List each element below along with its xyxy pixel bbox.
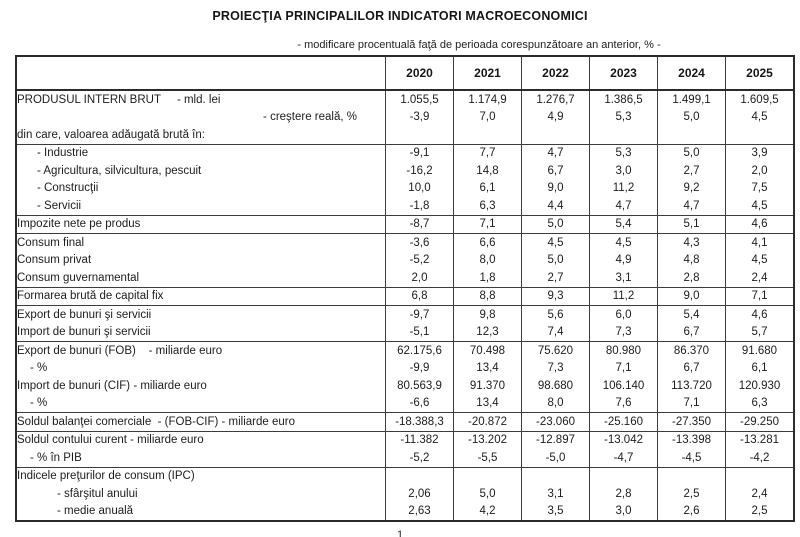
value-cell: 2,6 — [658, 503, 726, 522]
value-cell: 6,7 — [658, 324, 726, 342]
indicator-label: Formarea brută de capital fix — [16, 287, 386, 306]
value-cell: 8,0 — [454, 252, 522, 270]
value-cell: 6,3 — [454, 197, 522, 215]
value-cell: 5,0 — [522, 215, 590, 234]
value-cell: 4,5 — [726, 197, 795, 215]
value-cell — [726, 467, 795, 485]
indicator-label: Consum guvernamental — [16, 269, 386, 287]
table-section — [16, 306, 794, 342]
table-row — [16, 449, 794, 467]
indicator-label: - Construcţii — [16, 180, 386, 198]
value-cell: 7,3 — [522, 360, 590, 378]
value-cell: -13.202 — [454, 431, 522, 449]
table-row — [16, 90, 794, 109]
value-cell: 2,7 — [522, 269, 590, 287]
value-cell: 2,8 — [658, 269, 726, 287]
value-cell: 4,6 — [726, 215, 795, 234]
value-cell: 4,7 — [590, 197, 658, 215]
year-column-header: 2023 — [590, 56, 658, 90]
value-cell — [522, 467, 590, 485]
value-cell: -5,1 — [386, 324, 454, 342]
table-row — [16, 324, 794, 342]
value-cell: 4,2 — [454, 503, 522, 522]
value-cell: 11,2 — [590, 180, 658, 198]
value-cell: 7,1 — [590, 360, 658, 378]
table-section — [16, 215, 794, 234]
value-cell: 6,1 — [454, 180, 522, 198]
value-cell: 4,9 — [522, 109, 590, 127]
value-cell: 4,5 — [590, 234, 658, 252]
value-cell: 7,4 — [522, 324, 590, 342]
value-cell: -13.042 — [590, 431, 658, 449]
value-cell: 4,5 — [726, 109, 795, 127]
value-cell: -20.872 — [454, 413, 522, 432]
table-section — [16, 234, 794, 288]
value-cell: 5,0 — [454, 485, 522, 503]
value-cell: 10,0 — [386, 180, 454, 198]
value-cell: 13,4 — [454, 395, 522, 413]
value-cell: 5,0 — [658, 144, 726, 162]
value-cell: 113.720 — [658, 377, 726, 395]
indicator-label: - medie anuală — [16, 503, 386, 522]
value-cell: 7,7 — [454, 144, 522, 162]
value-cell: 2,5 — [726, 503, 795, 522]
value-cell: 4,9 — [590, 252, 658, 270]
value-cell: 75.620 — [522, 342, 590, 360]
value-cell: 1,8 — [454, 269, 522, 287]
year-column-header: 2020 — [386, 56, 454, 90]
value-cell: 4,6 — [726, 306, 795, 324]
value-cell: 9,8 — [454, 306, 522, 324]
value-cell: 6,3 — [726, 395, 795, 413]
table-row — [16, 126, 794, 144]
indicator-label: Soldul balanţei comerciale - (FOB-CIF) - miliarde euro — [16, 413, 386, 432]
value-cell: 4,3 — [658, 234, 726, 252]
value-cell: 6,7 — [522, 162, 590, 180]
table-row — [16, 467, 794, 485]
value-cell: -3,9 — [386, 109, 454, 127]
value-cell: 70.498 — [454, 342, 522, 360]
value-cell: 5,7 — [726, 324, 795, 342]
value-cell: 1.609,5 — [726, 90, 795, 109]
table-row — [16, 395, 794, 413]
value-cell: 2,63 — [386, 503, 454, 522]
value-cell: 14,8 — [454, 162, 522, 180]
table-row — [16, 109, 794, 127]
value-cell: 62.175,6 — [386, 342, 454, 360]
value-cell: 6,0 — [590, 306, 658, 324]
value-cell: -1,8 — [386, 197, 454, 215]
value-cell — [386, 126, 454, 144]
table-row — [16, 215, 794, 234]
value-cell: -25.160 — [590, 413, 658, 432]
value-cell: 9,0 — [522, 180, 590, 198]
value-cell: 120.930 — [726, 377, 795, 395]
table-row — [16, 180, 794, 198]
value-cell: 7,1 — [726, 287, 795, 306]
table-section — [16, 342, 794, 413]
value-cell: 2,4 — [726, 485, 795, 503]
value-cell: 4,8 — [658, 252, 726, 270]
table-row — [16, 234, 794, 252]
value-cell: 1.276,7 — [522, 90, 590, 109]
table-row — [16, 431, 794, 449]
table-row — [16, 377, 794, 395]
value-cell: 98.680 — [522, 377, 590, 395]
value-cell: 80.980 — [590, 342, 658, 360]
year-column-header: 2022 — [522, 56, 590, 90]
header-row — [16, 56, 794, 90]
indicator-label: Impozite nete pe produs — [16, 215, 386, 234]
indicator-label: PRODUSUL INTERN BRUT - mld. lei — [16, 90, 386, 109]
value-cell: 5,4 — [590, 215, 658, 234]
value-cell: 9,2 — [658, 180, 726, 198]
table-section — [16, 90, 794, 144]
value-cell: 80.563,9 — [386, 377, 454, 395]
value-cell: 7,1 — [454, 215, 522, 234]
value-cell: -4,7 — [590, 449, 658, 467]
table-row — [16, 269, 794, 287]
value-cell: -8,7 — [386, 215, 454, 234]
value-cell: -9,1 — [386, 144, 454, 162]
value-cell — [590, 467, 658, 485]
indicator-label: Import de bunuri (CIF) - miliarde euro — [16, 377, 386, 395]
page-title: PROIECŢIA PRINCIPALILOR INDICATORI MACROECONOMICI — [212, 9, 588, 23]
value-cell: -12.897 — [522, 431, 590, 449]
value-cell: 5,0 — [522, 252, 590, 270]
table-header — [16, 56, 794, 90]
value-cell: 6,7 — [658, 360, 726, 378]
value-cell: 2,4 — [726, 269, 795, 287]
value-cell: -27.350 — [658, 413, 726, 432]
document-page — [0, 9, 800, 537]
table-section — [16, 144, 794, 215]
indicator-label: Export de bunuri şi servicii — [16, 306, 386, 324]
value-cell: -18.388,3 — [386, 413, 454, 432]
indicator-label: - creştere reală, % — [16, 109, 386, 127]
table-row — [16, 342, 794, 360]
indicator-label: Soldul contului curent - miliarde euro — [16, 431, 386, 449]
value-cell: 7,1 — [658, 395, 726, 413]
table-row — [16, 503, 794, 522]
value-cell: -9,9 — [386, 360, 454, 378]
indicator-label: Import de bunuri şi servicii — [16, 324, 386, 342]
macro-indicators-table — [15, 55, 795, 522]
value-cell: -11.382 — [386, 431, 454, 449]
year-column-header: 2025 — [726, 56, 795, 90]
value-cell: 7,5 — [726, 180, 795, 198]
table-row — [16, 197, 794, 215]
table-row — [16, 144, 794, 162]
year-column-header: 2021 — [454, 56, 522, 90]
value-cell: 4,7 — [658, 197, 726, 215]
value-cell: 1.499,1 — [658, 90, 726, 109]
value-cell: 5,3 — [590, 144, 658, 162]
indicator-label: - Servicii — [16, 197, 386, 215]
value-cell: -4,5 — [658, 449, 726, 467]
indicator-label: din care, valoarea adăugată brută în: — [16, 126, 386, 144]
value-cell: -9,7 — [386, 306, 454, 324]
year-column-header: 2024 — [658, 56, 726, 90]
value-cell: 1.055,5 — [386, 90, 454, 109]
value-cell: 6,8 — [386, 287, 454, 306]
value-cell: 9,3 — [522, 287, 590, 306]
table-row — [16, 360, 794, 378]
value-cell: 2,06 — [386, 485, 454, 503]
value-cell — [454, 126, 522, 144]
table-row — [16, 162, 794, 180]
value-cell: 12,3 — [454, 324, 522, 342]
indicator-label: - % în PIB — [16, 449, 386, 467]
value-cell: -29.250 — [726, 413, 795, 432]
value-cell: 3,0 — [590, 162, 658, 180]
indicator-label: - % — [16, 360, 386, 378]
table-row — [16, 287, 794, 306]
table-section — [16, 467, 794, 521]
value-cell: 86.370 — [658, 342, 726, 360]
value-cell: 1.386,5 — [590, 90, 658, 109]
indicator-label: - % — [16, 395, 386, 413]
value-cell: 2,0 — [386, 269, 454, 287]
value-cell: -23.060 — [522, 413, 590, 432]
value-cell: 6,1 — [726, 360, 795, 378]
value-cell: 7,3 — [590, 324, 658, 342]
value-cell: 3,1 — [590, 269, 658, 287]
indicator-column-header — [16, 56, 386, 90]
table-row — [16, 252, 794, 270]
indicator-label: - Agricultura, silvicultura, pescuit — [16, 162, 386, 180]
indicator-label: - Industrie — [16, 144, 386, 162]
value-cell — [454, 467, 522, 485]
value-cell — [522, 126, 590, 144]
table-section — [16, 431, 794, 467]
table-section — [16, 413, 794, 432]
value-cell: 91.680 — [726, 342, 795, 360]
value-cell: -5,2 — [386, 449, 454, 467]
table-subtitle: - modificare procentuală faţă de perioada corespunzătoare an anterior, % - — [297, 39, 661, 51]
value-cell — [658, 126, 726, 144]
value-cell: 7,6 — [590, 395, 658, 413]
value-cell: 5,0 — [658, 109, 726, 127]
value-cell: 5,1 — [658, 215, 726, 234]
page-number: 1 — [396, 529, 404, 537]
indicator-label: Consum privat — [16, 252, 386, 270]
value-cell: 8,8 — [454, 287, 522, 306]
value-cell: 106.140 — [590, 377, 658, 395]
value-cell: 13,4 — [454, 360, 522, 378]
indicator-label: Consum final — [16, 234, 386, 252]
value-cell: 9,0 — [658, 287, 726, 306]
indicator-label: Indicele preţurilor de consum (IPC) — [16, 467, 386, 485]
value-cell: -16,2 — [386, 162, 454, 180]
value-cell — [386, 467, 454, 485]
value-cell: 7,0 — [454, 109, 522, 127]
value-cell: 5,6 — [522, 306, 590, 324]
value-cell: 11,2 — [590, 287, 658, 306]
value-cell: 2,0 — [726, 162, 795, 180]
value-cell: -5,5 — [454, 449, 522, 467]
value-cell: -4,2 — [726, 449, 795, 467]
value-cell: -5,0 — [522, 449, 590, 467]
value-cell: 2,7 — [658, 162, 726, 180]
value-cell: 8,0 — [522, 395, 590, 413]
value-cell: -13.281 — [726, 431, 795, 449]
value-cell — [658, 467, 726, 485]
value-cell: -3,6 — [386, 234, 454, 252]
value-cell: 2,8 — [590, 485, 658, 503]
value-cell: 4,4 — [522, 197, 590, 215]
value-cell: 6,6 — [454, 234, 522, 252]
value-cell: -6,6 — [386, 395, 454, 413]
value-cell: 3,9 — [726, 144, 795, 162]
table-row — [16, 413, 794, 432]
value-cell: -13.398 — [658, 431, 726, 449]
value-cell: 3,5 — [522, 503, 590, 522]
value-cell: 3,0 — [590, 503, 658, 522]
value-cell: 1.174,9 — [454, 90, 522, 109]
indicator-label: Export de bunuri (FOB) - miliarde euro — [16, 342, 386, 360]
value-cell — [590, 126, 658, 144]
value-cell: 4,5 — [522, 234, 590, 252]
indicator-label: - sfârşitul anului — [16, 485, 386, 503]
table-row — [16, 306, 794, 324]
value-cell: 4,7 — [522, 144, 590, 162]
value-cell: -5,2 — [386, 252, 454, 270]
value-cell: 4,1 — [726, 234, 795, 252]
value-cell: 3,1 — [522, 485, 590, 503]
value-cell: 91.370 — [454, 377, 522, 395]
value-cell: 5,4 — [658, 306, 726, 324]
value-cell: 2,5 — [658, 485, 726, 503]
table-row — [16, 485, 794, 503]
value-cell — [726, 126, 795, 144]
value-cell: 4,5 — [726, 252, 795, 270]
value-cell: 5,3 — [590, 109, 658, 127]
table-section — [16, 287, 794, 306]
